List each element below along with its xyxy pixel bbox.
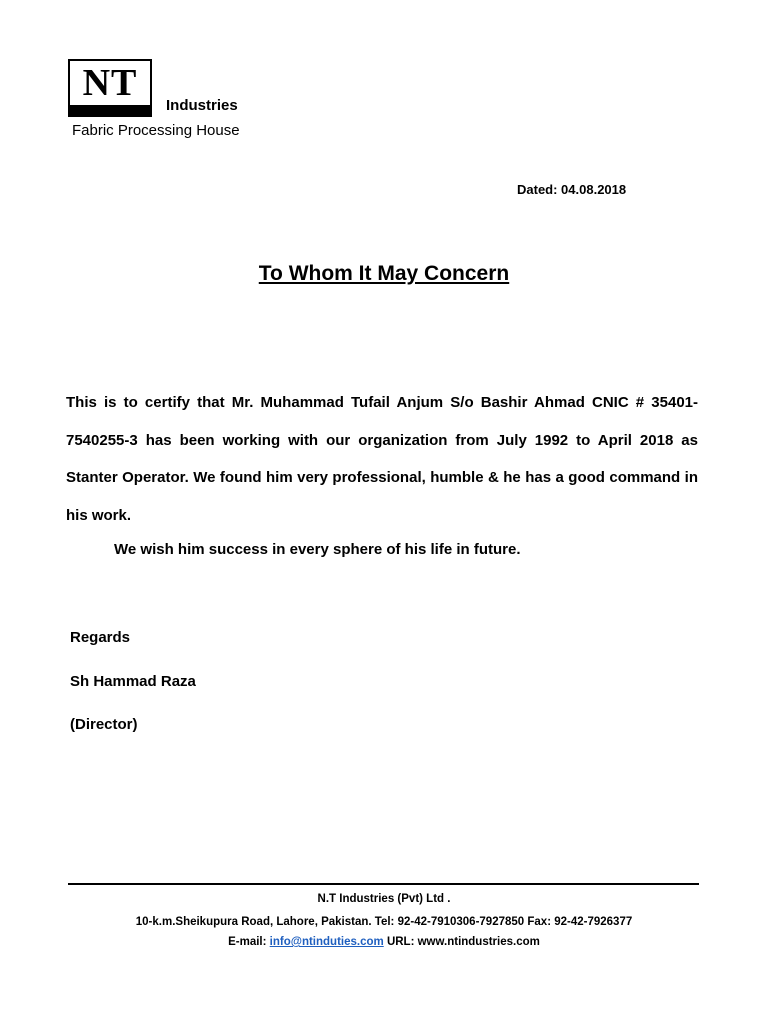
email-link[interactable]: info@ntinduties.com: [269, 936, 384, 948]
company-logo: [68, 59, 152, 117]
letter-date: Dated: 04.08.2018: [517, 182, 627, 197]
footer-company: N.T Industries (Pvt) Ltd .: [317, 893, 451, 905]
signatory-name: Sh Hammad Raza: [70, 673, 196, 690]
logo-bar: [70, 105, 150, 115]
url-text: www.ntindustries.com: [417, 936, 540, 948]
company-tagline: Fabric Processing House: [72, 122, 240, 139]
footer-contact: [0, 936, 768, 948]
wish-paragraph: We wish him success in every sphere of his life in future.: [114, 541, 521, 558]
certificate-paragraph: This is to certify that Mr. Muhammad Tufail Anjum S/o Bashir Ahmad CNIC # 35401-7540255-3 has been working with our organization from July 1992 to April 2018 as Stanter Operator. We found him very professional, humble & he has a good command in his work.: [66, 394, 698, 524]
letter-heading: To Whom It May Concern: [258, 262, 510, 285]
url-label: URL:: [386, 936, 415, 948]
logo-text: NT: [82, 62, 138, 104]
email-label: E-mail:: [228, 936, 267, 948]
signatory-title: (Director): [70, 716, 138, 733]
company-name: Industries: [166, 97, 238, 114]
footer-divider: [68, 883, 699, 885]
footer-address: 10-k.m.Sheikupura Road, Lahore, Pakistan. Tel: 92-42-7910306-7927850 Fax: 92-42-7926377: [135, 916, 633, 928]
closing-regards: Regards: [70, 629, 131, 646]
